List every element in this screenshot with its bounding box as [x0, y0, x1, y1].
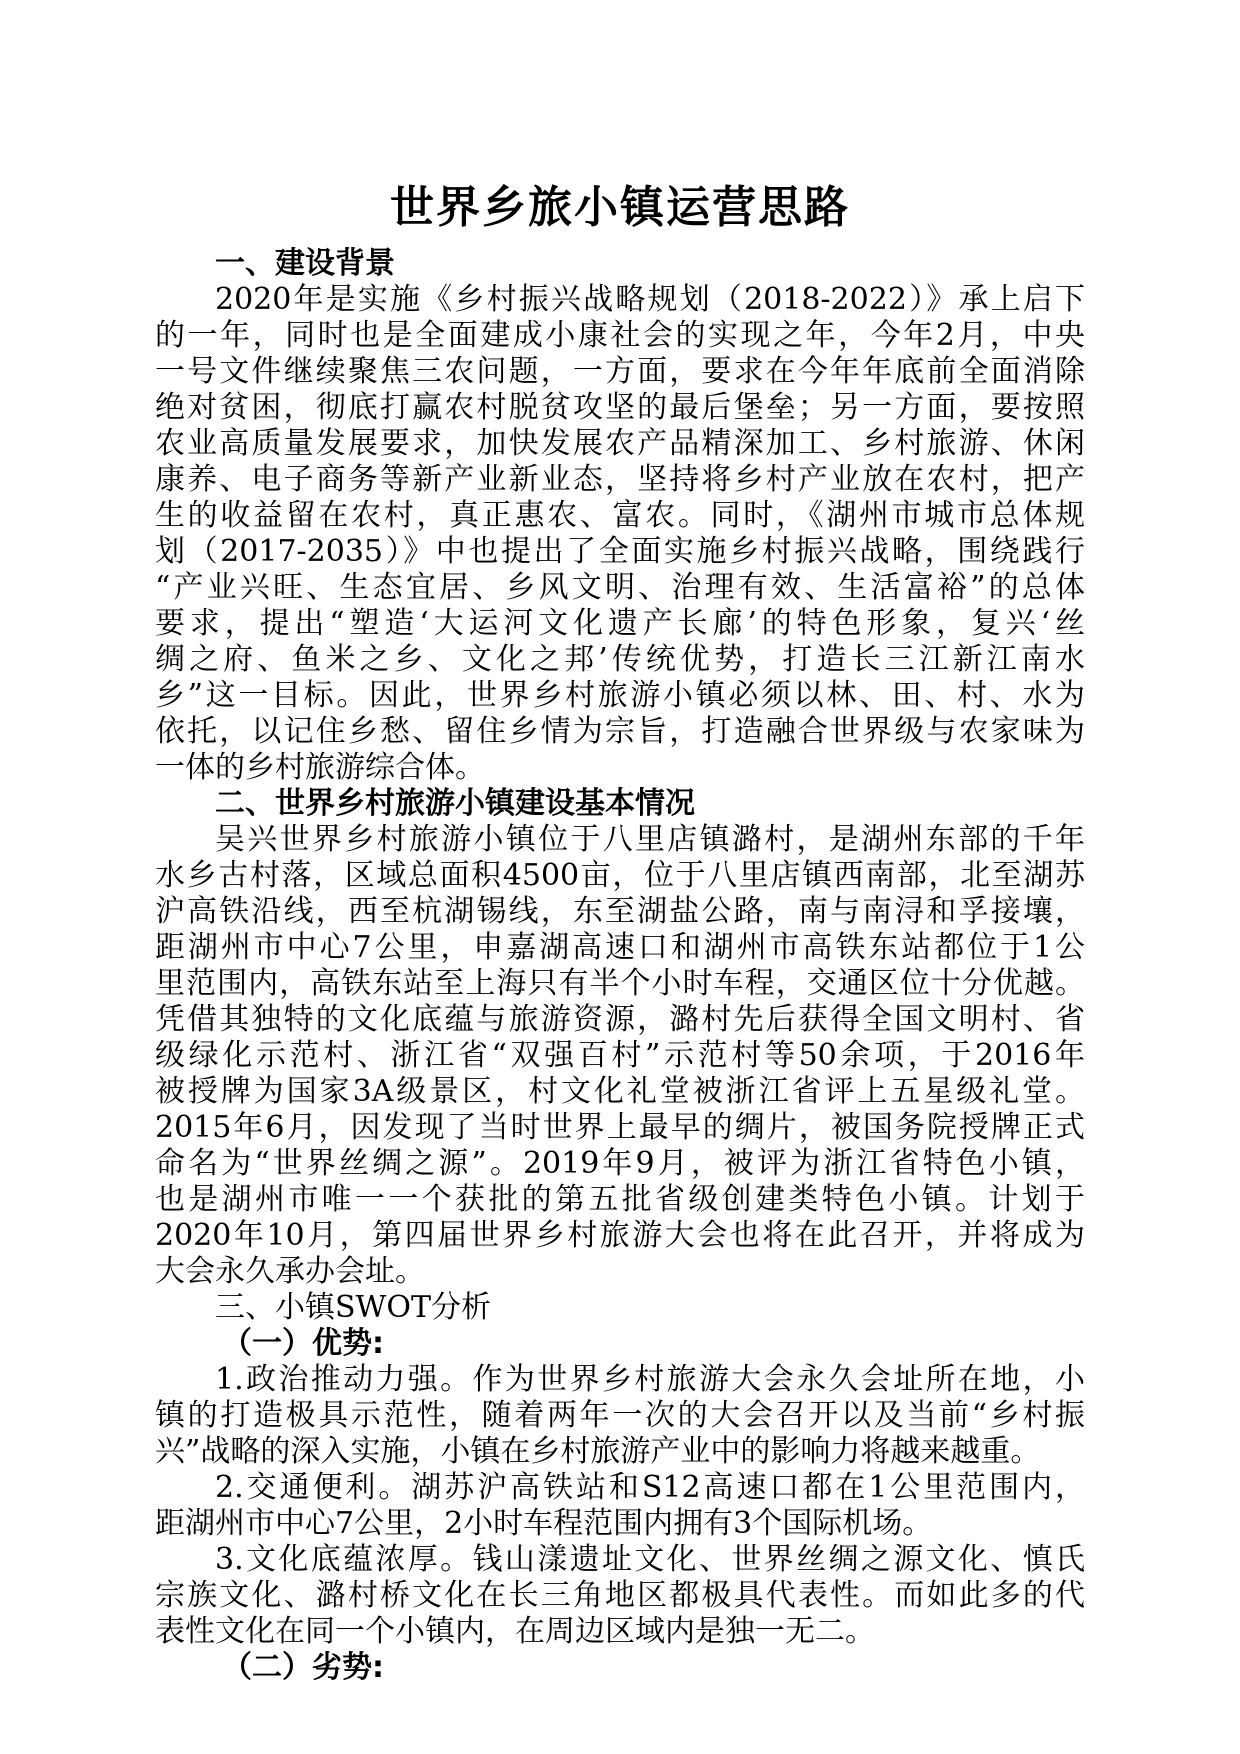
- paragraph-line: 距湖州市中心7公里，申嘉湖高速口和湖州市高铁东站都位于1公: [155, 930, 1085, 965]
- paragraph-line: 农业高质量发展要求，加快发展农产品精深加工、乡村旅游、休闲: [155, 426, 1085, 461]
- paragraph-line: 1.政治推动力强。作为世界乡村旅游大会永久会址所在地，小: [215, 1362, 1085, 1397]
- paragraph-line: 吴兴世界乡村旅游小镇位于八里店镇潞村，是湖州东部的千年: [215, 822, 1085, 857]
- paragraph-line: 绝对贫困，彻底打赢农村脱贫攻坚的最后堡垒；另一方面，要按照: [155, 390, 1085, 425]
- paragraph-line: 大会永久承办会址。: [155, 1254, 425, 1289]
- section-basic-info-paragraph: [155, 822, 1085, 1290]
- paragraph-line: 乡”这一目标。因此，世界乡村旅游小镇必须以林、田、村、水为: [155, 678, 1085, 713]
- subheading-strengths: （一）优势:: [222, 1326, 384, 1361]
- paragraph-line: 被授牌为国家3A级景区，村文化礼堂被浙江省评上五星级礼堂。: [155, 1074, 1085, 1109]
- paragraph-line: 沪高铁沿线，西至杭湖锡线，东至湖盐公路，南与南浔和孚接壤，: [155, 894, 1085, 929]
- paragraph-line: 生的收益留在农村，真正惠农、富农。同时，《湖州市城市总体规: [155, 498, 1085, 533]
- paragraph-line: 划（2017-2035）》中也提出了全面实施乡村振兴战略，围绕践行: [155, 534, 1085, 569]
- paragraph-line: 2.交通便利。湖苏沪高铁站和S12高速口都在1公里范围内，: [215, 1470, 1085, 1505]
- paragraph-line: 一号文件继续聚焦三农问题，一方面，要求在今年年底前全面消除: [155, 354, 1085, 389]
- paragraph-line: 距湖州市中心7公里，2小时车程范围内拥有3个国际机场。: [155, 1506, 933, 1541]
- paragraph-line: 也是湖州市唯一一个获批的第五批省级创建类特色小镇。计划于: [155, 1182, 1085, 1217]
- paragraph-line: 的一年，同时也是全面建成小康社会的实现之年，今年2月，中央: [155, 318, 1085, 353]
- strength-paragraph-3: [155, 1542, 1085, 1650]
- paragraph-line: 凭借其独特的文化底蕴与旅游资源，潞村先后获得全国文明村、省: [155, 1002, 1085, 1037]
- paragraph-line: 兴”战略的深入实施，小镇在乡村旅游产业中的影响力将越来越重。: [155, 1434, 1041, 1469]
- paragraph-line: 2015年6月，因发现了当时世界上最早的绸片，被国务院授牌正式: [155, 1110, 1085, 1145]
- page-title: 世界乡旅小镇运营思路: [390, 182, 850, 233]
- paragraph-line: 级绿化示范村、浙江省“双强百村”示范村等50余项，于2016年: [155, 1038, 1085, 1073]
- paragraph-line: 3.文化底蕴浓厚。钱山漾遗址文化、世界丝绸之源文化、慎氏: [215, 1542, 1085, 1577]
- paragraph-line: 水乡古村落，区域总面积4500亩，位于八里店镇西南部，北至湖苏: [155, 858, 1085, 893]
- paragraph-line: 里范围内，高铁东站至上海只有半个小时车程，交通区位十分优越。: [155, 966, 1085, 1001]
- paragraph-line: 要求，提出“塑造‘大运河文化遗产长廊’的特色形象，复兴‘丝: [155, 606, 1085, 641]
- paragraph-line: 2020年10月，第四届世界乡村旅游大会也将在此召开，并将成为: [155, 1218, 1085, 1253]
- paragraph-line: 一体的乡村旅游综合体。: [155, 750, 485, 785]
- section-background-paragraph: [155, 282, 1085, 786]
- strength-paragraph-1: [155, 1362, 1085, 1470]
- paragraph-line: 镇的打造极具示范性，随着两年一次的大会召开以及当前“乡村振: [155, 1398, 1085, 1433]
- paragraph-line: “产业兴旺、生态宜居、乡风文明、治理有效、生活富裕”的总体: [155, 570, 1085, 605]
- section-heading-background: 一、建设背景: [215, 246, 395, 281]
- section-heading-basic-info: 二、世界乡村旅游小镇建设基本情况: [215, 786, 695, 821]
- paragraph-line: 康养、电子商务等新产业新业态，坚持将乡村产业放在农村，把产: [155, 462, 1085, 497]
- paragraph-line: 命名为“世界丝绸之源”。2019年9月，被评为浙江省特色小镇，: [155, 1146, 1085, 1181]
- paragraph-line: 宗族文化、潞村桥文化在长三角地区都极具代表性。而如此多的代: [155, 1578, 1085, 1613]
- paragraph-line: 绸之府、鱼米之乡、文化之邦’传统优势，打造长三江新江南水: [155, 642, 1085, 677]
- subheading-weaknesses: （二）劣势:: [222, 1650, 384, 1685]
- strength-paragraph-2: [155, 1470, 1085, 1542]
- paragraph-line: 表性文化在同一个小镇内，在周边区域内是独一无二。: [155, 1614, 875, 1649]
- section-heading-swot: 三、小镇SWOT分析: [215, 1290, 491, 1325]
- paragraph-line: 依托，以记住乡愁、留住乡情为宗旨，打造融合世界级与农家味为: [155, 714, 1085, 749]
- paragraph-line: 2020年是实施《乡村振兴战略规划（2018-2022）》承上启下: [215, 282, 1085, 317]
